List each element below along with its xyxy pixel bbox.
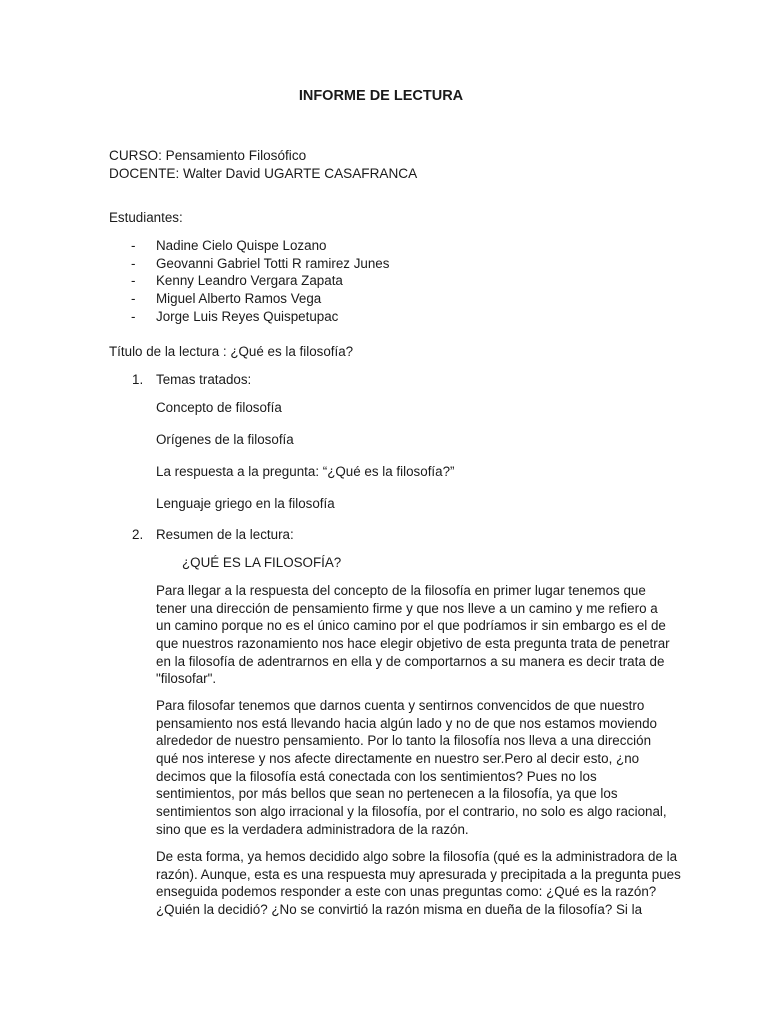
paragraph-line: un camino porque no es el único camino por el que podríamos ir sin embargo es el de	[156, 618, 666, 634]
paragraph-line: razón). Aunque, esta es una respuesta muy apresurada y precipitada a la pregunta pues	[156, 866, 681, 882]
paragraph-line: "filosofar".	[156, 671, 217, 687]
paragraph-line: que nuestros razonamiento nos hace elegir objetivo de esta pregunta trata de penetrar	[156, 636, 670, 652]
paragraph-line: tener una dirección de pensamiento firme y que nos lleve a un camino y me refiero a	[156, 600, 658, 616]
list-item	[0, 273, 500, 291]
student-name: Geovanni Gabriel Totti R ramirez Junes	[156, 256, 390, 271]
topic-item: Lenguaje griego en la filosofía	[156, 496, 335, 511]
summary-paragraph-1	[156, 582, 670, 688]
paragraph-line: enseguida podemos responder a este con unas preguntas como: ¿Qué es la razón?	[156, 884, 657, 900]
paragraph-line: Para llegar a la respuesta del concepto de la filosofía en primer lugar tenemos que	[156, 583, 646, 598]
list-marker: -	[131, 291, 136, 306]
list-marker: -	[131, 256, 136, 271]
paragraph-line: De esta forma, ya hemos decidido algo sobre la filosofía (qué es la administradora de la	[156, 849, 678, 864]
summary-subheading: ¿QUÉ ES LA FILOSOFÍA?	[182, 555, 342, 570]
teacher-line: DOCENTE: Walter David UGARTE CASAFRANCA	[109, 166, 418, 181]
student-name: Nadine Cielo Quispe Lozano	[156, 238, 327, 253]
list-marker: -	[131, 309, 136, 324]
paragraph-line: decimos que la filosofía está conectada con los sentimientos? Pues no los	[156, 768, 597, 784]
list-item	[0, 291, 500, 309]
topic-item: La respuesta a la pregunta: “¿Qué es la filosofía?”	[156, 464, 455, 479]
list-item	[0, 256, 500, 274]
section-number: 2.	[132, 527, 144, 542]
reading-title: Título de la lectura : ¿Qué es la filosofía?	[109, 344, 354, 359]
section-number: 1.	[132, 372, 144, 387]
student-name: Miguel Alberto Ramos Vega	[156, 291, 322, 306]
paragraph-line: en la filosofía de adentrarnos en ella y de comportarnos a su manera es decir trata de	[156, 653, 665, 669]
list-marker: -	[131, 238, 136, 253]
list-item	[0, 238, 500, 256]
summary-paragraph-3	[156, 848, 681, 919]
student-name: Jorge Luis Reyes Quispetupac	[156, 309, 339, 324]
topic-item: Concepto de filosofía	[156, 400, 282, 415]
paragraph-line: ¿Quién la decidió? ¿No se convirtió la razón misma en dueña de la filosofía? Si la	[156, 902, 643, 918]
paragraph-line: pensamiento nos está llevando hacia algún lado y no de que nos estamos moviendo	[156, 715, 657, 731]
student-name: Kenny Leandro Vergara Zapata	[156, 273, 343, 288]
paragraph-line: sentimientos, por más bellos que sean no pertenecen a la filosofía, ya que los	[156, 786, 618, 802]
paragraph-line: Para filosofar tenemos que darnos cuenta y sentirnos convencidos de que nuestro	[156, 698, 645, 713]
paragraph-line: alrededor de nuestro pensamiento. Por lo tanto la filosofía nos lleva a una dirección	[156, 733, 652, 749]
list-marker: -	[131, 273, 136, 288]
section-heading: Resumen de la lectura:	[156, 527, 294, 542]
paragraph-line: qué nos interese y nos afecte directamente en nuestro ser.Pero al decir esto, ¿no	[156, 751, 640, 767]
paragraph-line: sentimientos son algo irracional y la filosofía, por el contrario, no solo es algo racional,	[156, 804, 667, 820]
topic-item: Orígenes de la filosofía	[156, 432, 294, 447]
document-title: INFORME DE LECTURA	[298, 88, 464, 104]
course-line: CURSO: Pensamiento Filosófico	[109, 148, 307, 163]
paragraph-line: sino que es la verdadera administradora de la razón.	[156, 821, 469, 837]
students-label: Estudiantes:	[109, 210, 183, 225]
list-item	[0, 309, 500, 327]
summary-paragraph-2	[156, 697, 667, 839]
section-heading: Temas tratados:	[156, 372, 252, 387]
